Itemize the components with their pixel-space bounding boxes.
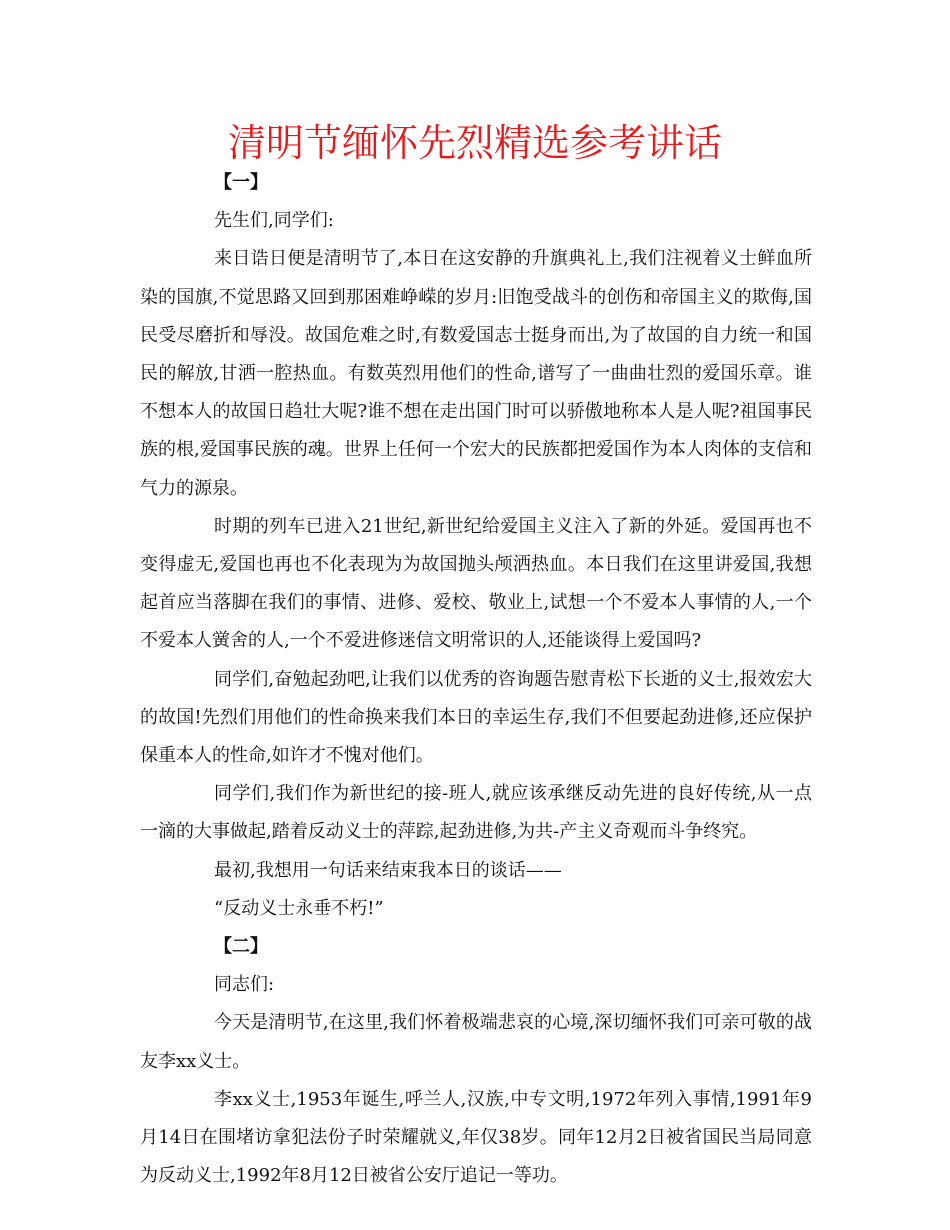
closing-quote: “反动义士永垂不朽!” — [214, 897, 384, 919]
paragraph: 同学们,奋勉起劲吧,让我们以优秀的咨询题告慰青松下长逝的义士,报效宏大的故国!先烈们用他们的性命换来我们本日的幸运生存,我们不但要起劲进修,还应保护保重本人的性命,如许才不愧对他们。 — [140, 668, 812, 767]
paragraph: 今天是清明节,在这里,我们怀着极端悲哀的心境,深切缅怀我们可亲可敬的战友李xx义士。 — [140, 1012, 812, 1072]
paragraph: 来日诰日便是清明节了,本日在这安静的升旗典礼上,我们注视着义士鲜血所染的国旗,不觉思路又回到那困难峥嵘的岁月:旧饱受战斗的创伤和帝国主义的欺侮,国民受尽磨折和辱没。故国危难之时,有数爱国志士挺身而出,为了故国的自力统一和国民的解放,甘洒一腔热血。有数英烈用他们的性命,谱写了一曲曲壮烈的爱国乐章。谁不想本人的故国日趋壮大呢?谁不想在走出国门时可以骄傲地称本人是人呢?祖国事民族的根,爱国事民族的魂。世界上任何一个宏大的民族都把爱国作为本人肉体的支信和气力的源泉。 — [140, 248, 812, 499]
salutation-2: 同志们: — [214, 974, 275, 996]
paragraph: 时期的列车已进入21世纪,新世纪给爱国主义注入了新的外延。爱国再也不变得虚无,爱国也再也不化表现为为故国抛头颅洒热血。本日我们在这里讲爱国,我想起首应当落脚在我们的事情、进修、爱校、敬业上,试想一个不爱本人事情的人,一个不爱本人黉舍的人,一个不爱进修迷信文明常识的人,还能谈得上爱国吗? — [140, 515, 812, 652]
section-heading-1: 【一】 — [214, 172, 268, 193]
salutation-1: 先生们,同学们: — [214, 210, 334, 232]
paragraph: 同学们,我们作为新世纪的接-班人,就应该承继反动先进的良好传统,从一点一滴的大事做起,踏着反动义士的萍踪,起劲进修,为共-产主义奇观而斗争终究。 — [140, 783, 812, 843]
document-title: 清明节缅怀先烈精选参考讲话 — [227, 121, 722, 165]
document-body — [140, 164, 812, 1195]
paragraph: 李xx义士,1953年诞生,呼兰人,汉族,中专文明,1972年列入事情,1991年9月14日在围堵访拿犯法份子时荣耀就义,年仅38岁。同年12月2日被省国民当局同意为反动义士,1992年8月12日被省公安厅追记一等功。 — [140, 1088, 812, 1187]
section-heading-2: 【二】 — [214, 936, 268, 958]
paragraph: 最初,我想用一句话来结束我本日的谈话—— — [214, 859, 562, 881]
